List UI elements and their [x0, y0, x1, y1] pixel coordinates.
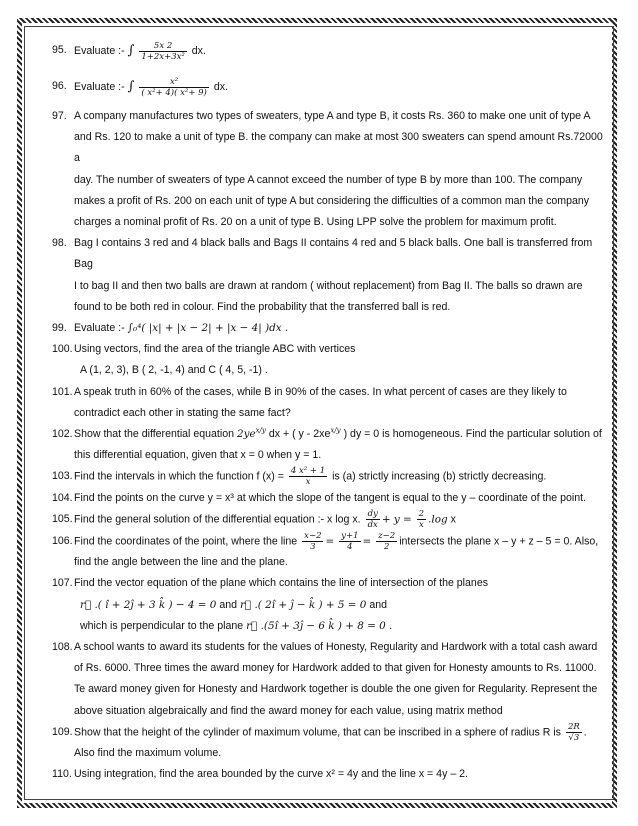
question-105: 105. Find the general solution of the differential equation :- x log x. $\frac{dy}{dx}$ + y = $\frac{2}{x}$ .log x [52, 509, 456, 531]
question-99: 99. Evaluate :- ∫₀⁴( |x| + |x − 2| + |x − 4| )dx . [52, 322, 289, 335]
question-100: 100. Using vectors, find the area of the triangle ABC with vertices A (1, 2, 3), B ( 2, -1, 4) and C ( 4, 5, -1) . [52, 343, 356, 377]
fraction: $\frac{5x 2}{\text{1+2x+3x²}}$ [141, 40, 185, 62]
fraction: $\frac{\text{x²}}{\text{( x²+ 4)( x²+ 9)}}$ [141, 76, 207, 98]
question-110: 110. Using integration, find the area bounded by the curve x² = 4y and the line x = 4y – 2. [52, 768, 468, 781]
fraction: $\frac{\text{4 x² + 1}}{x}$ [290, 466, 326, 488]
question-103: 103. Find the intervals in which the function f (x) = $\frac{\text{4 x² + 1}}{x}$ is (a) strictly increasing (b) strictly decreasing. [52, 466, 547, 488]
question-97: 97. A company manufactures two types of sweaters, type A and type B, it costs Rs. 360 to make one unit of type A and Rs. 120 to make a unit of type B. the company can make at most 300 sweaters can spend amount Rs.72000 a day. The number of sweaters of type A cannot exceed the number of type B by more than 100. The company makes a profit of Rs. 200 on each unit of type A but considering the difficulties of a common man the company charges a nominal profit of Rs. 20 on a unit of type B. Using LPP solve the problem for maximum profit. [52, 110, 603, 229]
question-list [52, 40, 608, 786]
question-95: 95. Evaluate :- ∫ $\frac{5x 2}{\text{1+2x+3x²}}$ dx. [52, 40, 206, 62]
question-102: 102. Show that the differential equation $2ye^{x/y}$ dx + ( y - $2xe^{x/y}$ ) dy = 0 is homogeneous. Find the particular solution of this differential equation, given that x = 0 when y = 1. [52, 426, 602, 462]
question-96: 96. Evaluate :- ∫ $\frac{\text{x²}}{\text{( x²+ 4)( x²+ 9)}}$ dx. [52, 76, 228, 98]
question-108: 108. A school wants to award its students for the values of Honesty, Regularity and Hardwork with a total cash award of Rs. 6000. Three times the award money for Hardwork added to that given for Honesty amounts to Rs. 11000. Te award money given for Honesty and Hardwork together is double the one given for Regularity. Represent the above situation algebraically and find the award money for each value, using matrix method [52, 640, 598, 717]
question-106: 106. Find the coordinates of the point, where the line $\frac{x-2}{3}$ = $\frac{y+1}{4}$ = $\frac{z-2}{2}$ intersects the plane x – y + z – 5 = 0. Also, find the angle between the line and the plane. [52, 530, 599, 569]
question-109: 109. Show that the height of the cylinder of maximum volume, that can be inscribed in a sphere of radius R is $\frac{2R}{√3}$ . Also find the maximum volume. [52, 721, 587, 760]
question-104: 104. Find the points on the curve y = x³ at which the slope of the tangent is equal to the y – coordinate of the point. [52, 491, 587, 504]
question-98: 98. Bag I contains 3 red and 4 black balls and Bags II contains 4 red and 5 black balls. One ball is transferred from Bag I to bag II and then two balls are drawn at random ( without replacement) from Bag II. The balls so drawn are found to be both red in colour. Find the probability that the transferred ball is red. [52, 237, 593, 313]
question-101: 101. A speak truth in 60% of the cases, while B in 90% of the cases. In what percent of cases are they likely to contradict each other in stating the same fact? [52, 385, 567, 419]
fraction: $\frac{2R}{√3}$ [567, 721, 580, 743]
question-107: 107. Find the vector equation of the plane which contains the line of intersection of the planes r⃗ .( î + 2ĵ + 3 k̂ ) − 4 = 0 and r⃗ .( 2î + ĵ − k̂ ) + 5 = 0 and which is perpendicular to the plane r⃗ .(5î + 3ĵ − 6 k̂ ) + 8 = 0 . [52, 577, 489, 632]
